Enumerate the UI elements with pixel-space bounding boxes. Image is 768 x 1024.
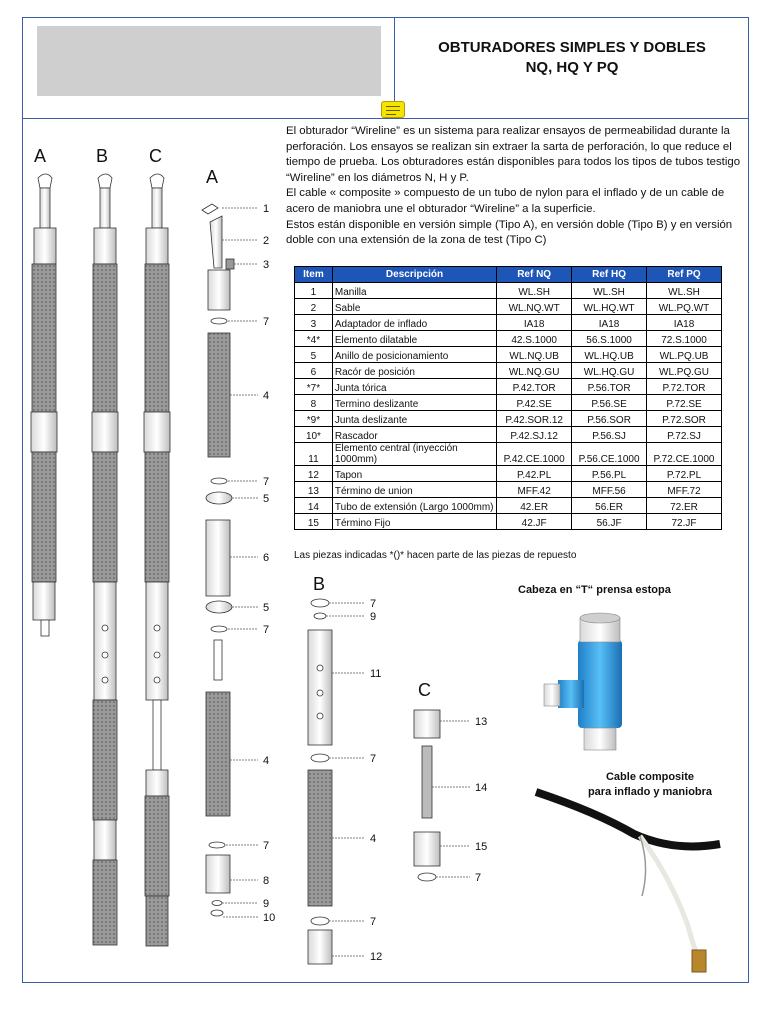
callout-b-1: 7 bbox=[370, 598, 377, 610]
table-cell: Adaptador de inflado bbox=[332, 315, 496, 331]
table-cell: 15 bbox=[295, 514, 333, 530]
table-cell: *4* bbox=[295, 331, 333, 347]
composite-cable-image bbox=[536, 792, 720, 972]
table-cell: P.42.SOR.12 bbox=[497, 411, 572, 427]
table-header-cell: Ref NQ bbox=[497, 267, 572, 283]
table-cell: 8 bbox=[295, 395, 333, 411]
callout-a-11: 4 bbox=[263, 755, 270, 767]
table-cell: 14 bbox=[295, 498, 333, 514]
callout-a-14: 9 bbox=[263, 898, 270, 910]
table-cell: 2 bbox=[295, 299, 333, 315]
table-header-cell: Descripción bbox=[332, 267, 496, 283]
table-cell: 56.JF bbox=[572, 514, 647, 530]
table-cell: 11 bbox=[295, 443, 333, 466]
table-cell: IA18 bbox=[497, 315, 572, 331]
intro-paragraph-3: Estos están disponible en versión simple (Tipo A), en versión doble (Tipo B) y en versión doble con una extensión de la zona de test (Tipo C) bbox=[286, 218, 733, 247]
table-cell: WL.SH bbox=[647, 283, 722, 299]
table-cell: P.42.SE bbox=[497, 395, 572, 411]
table-cell: Junta deslizante bbox=[332, 411, 496, 427]
table-cell: Elemento dilatable bbox=[332, 331, 496, 347]
table-cell: 1 bbox=[295, 283, 333, 299]
callout-a-13: 8 bbox=[263, 875, 270, 887]
tee-fitting-caption: Cabeza en “T“ prensa estopa bbox=[518, 584, 671, 596]
table-cell: P.72.SJ bbox=[647, 427, 722, 443]
table-cell: P.72.TOR bbox=[647, 379, 722, 395]
table-cell: IA18 bbox=[647, 315, 722, 331]
table-cell: P.42.PL bbox=[497, 466, 572, 482]
callout-c-2: 14 bbox=[475, 782, 488, 794]
callout-a-5: 4 bbox=[263, 390, 270, 402]
table-cell: P.56.TOR bbox=[572, 379, 647, 395]
callout-c-3: 15 bbox=[475, 841, 488, 853]
exploded-b-label: B bbox=[313, 574, 326, 594]
table-cell: *9* bbox=[295, 411, 333, 427]
table-cell: Término Fijo bbox=[332, 514, 496, 530]
callout-a-15: 10 bbox=[263, 912, 276, 924]
exploded-a-label: A bbox=[206, 167, 219, 187]
table-cell: Rascador bbox=[332, 427, 496, 443]
callout-a-2: 2 bbox=[263, 235, 270, 247]
callout-b-7: 12 bbox=[370, 951, 383, 963]
table-header-cell: Item bbox=[295, 267, 333, 283]
tee-fitting-image bbox=[544, 613, 622, 750]
table-cell: 6 bbox=[295, 363, 333, 379]
table-cell: Termino deslizante bbox=[332, 395, 496, 411]
table-cell: MFF.72 bbox=[647, 482, 722, 498]
table-cell: P.56.SJ bbox=[572, 427, 647, 443]
table-cell: WL.SH bbox=[572, 283, 647, 299]
intro-paragraph-2: El cable « composite » compuesto de un tubo de nylon para el inflado y de un cable de acero de maniobra une el obturador “Wireline” a la superficie. bbox=[286, 187, 725, 215]
table-cell: WL.NQ.WT bbox=[497, 299, 572, 315]
table-cell: Manilla bbox=[332, 283, 496, 299]
table-cell: 42.JF bbox=[497, 514, 572, 530]
table-cell: 13 bbox=[295, 482, 333, 498]
callout-b-4: 7 bbox=[370, 753, 377, 765]
table-cell: 10* bbox=[295, 427, 333, 443]
table-cell: 72.JF bbox=[647, 514, 722, 530]
table-cell: P.56.CE.1000 bbox=[572, 443, 647, 466]
table-cell: Racór de posición bbox=[332, 363, 496, 379]
table-cell: WL.SH bbox=[497, 283, 572, 299]
table-cell: Tubo de extensión (Largo 1000mm) bbox=[332, 498, 496, 514]
table-cell: Elemento central (inyección 1000mm) bbox=[332, 443, 496, 466]
table-cell: WL.HQ.GU bbox=[572, 363, 647, 379]
table-cell: 72.S.1000 bbox=[647, 331, 722, 347]
table-cell: IA18 bbox=[572, 315, 647, 331]
table-cell: MFF.42 bbox=[497, 482, 572, 498]
callout-a-4: 7 bbox=[263, 316, 270, 328]
spare-parts-note: Las piezas indicadas *()* hacen parte de las piezas de repuesto bbox=[294, 550, 577, 561]
callout-a-9: 5 bbox=[263, 602, 270, 614]
table-cell: 42.S.1000 bbox=[497, 331, 572, 347]
table-cell: P.72.SOR bbox=[647, 411, 722, 427]
table-cell: P.42.CE.1000 bbox=[497, 443, 572, 466]
column-label-c: C bbox=[149, 146, 162, 166]
table-cell: P.72.SE bbox=[647, 395, 722, 411]
table-cell: Anillo de posicionamiento bbox=[332, 347, 496, 363]
callout-c-1: 13 bbox=[475, 716, 488, 728]
table-cell: 72.ER bbox=[647, 498, 722, 514]
table-header-cell: Ref HQ bbox=[572, 267, 647, 283]
callout-a-6: 7 bbox=[263, 476, 270, 488]
title-line-1: OBTURADORES SIMPLES Y DOBLES bbox=[438, 39, 706, 56]
table-cell: WL.HQ.WT bbox=[572, 299, 647, 315]
exploded-a-drawing bbox=[202, 204, 234, 916]
callout-c-4: 7 bbox=[475, 872, 482, 884]
table-cell: P.42.TOR bbox=[497, 379, 572, 395]
callout-a-3: 3 bbox=[263, 259, 270, 271]
callout-a-10: 7 bbox=[263, 624, 270, 636]
callout-b-5: 4 bbox=[370, 833, 377, 845]
table-cell: P.56.SOR bbox=[572, 411, 647, 427]
assembly-a-drawing bbox=[31, 174, 57, 636]
callout-a-1: 1 bbox=[263, 203, 270, 215]
cable-caption bbox=[560, 770, 740, 800]
table-cell: WL.PQ.GU bbox=[647, 363, 722, 379]
callout-b-6: 7 bbox=[370, 916, 377, 928]
table-cell: P.72.PL bbox=[647, 466, 722, 482]
column-label-b: B bbox=[96, 146, 109, 166]
table-cell: 56.S.1000 bbox=[572, 331, 647, 347]
table-cell: P.56.SE bbox=[572, 395, 647, 411]
intro-paragraph-1: El obturador “Wireline” es un sistema para realizar ensayos de permeabilidad durante la perforación. Los ensayos se realizan sin extraer la sarta de perforación, lo que reduce el tiempo de prueba. Los obturadores están disponibles para todos los tipos de tubos testigo “Wireline” en los diámetros N, H y P. bbox=[286, 125, 741, 184]
callout-a-12: 7 bbox=[263, 840, 270, 852]
table-cell: Junta tórica bbox=[332, 379, 496, 395]
assembly-b-drawing bbox=[92, 174, 118, 945]
exploded-c-label: C bbox=[418, 680, 431, 700]
table-cell: 42.ER bbox=[497, 498, 572, 514]
cable-caption-line-1: Cable composite bbox=[605, 771, 695, 783]
table-cell: MFF.56 bbox=[572, 482, 647, 498]
callout-a-7: 5 bbox=[263, 493, 270, 505]
table-cell: 12 bbox=[295, 466, 333, 482]
table-cell: WL.NQ.UB bbox=[497, 347, 572, 363]
table-cell: Término de union bbox=[332, 482, 496, 498]
table-cell: P.42.SJ.12 bbox=[497, 427, 572, 443]
assembly-c-drawing bbox=[144, 174, 170, 946]
callout-numbers bbox=[263, 203, 487, 963]
table-cell: 3 bbox=[295, 315, 333, 331]
title-line-2: NQ, HQ Y PQ bbox=[525, 59, 619, 76]
cable-caption-line-2: para inflado y maniobra bbox=[587, 786, 713, 798]
table-cell: WL.PQ.WT bbox=[647, 299, 722, 315]
callout-b-3: 11 bbox=[370, 668, 382, 680]
table-cell: WL.NQ.GU bbox=[497, 363, 572, 379]
exploded-c-drawing bbox=[414, 710, 440, 881]
table-cell: 56.ER bbox=[572, 498, 647, 514]
table-cell: WL.HQ.UB bbox=[572, 347, 647, 363]
table-cell: P.72.CE.1000 bbox=[647, 443, 722, 466]
table-cell: *7* bbox=[295, 379, 333, 395]
table-cell: Tapon bbox=[332, 466, 496, 482]
callout-b-2: 9 bbox=[370, 611, 377, 623]
table-cell: WL.PQ.UB bbox=[647, 347, 722, 363]
table-cell: Sable bbox=[332, 299, 496, 315]
exploded-b-drawing bbox=[308, 599, 332, 964]
table-header-cell: Ref PQ bbox=[647, 267, 722, 283]
table-cell: P.56.PL bbox=[572, 466, 647, 482]
column-label-a: A bbox=[34, 146, 47, 166]
table-cell: 5 bbox=[295, 347, 333, 363]
callout-a-8: 6 bbox=[263, 552, 270, 564]
